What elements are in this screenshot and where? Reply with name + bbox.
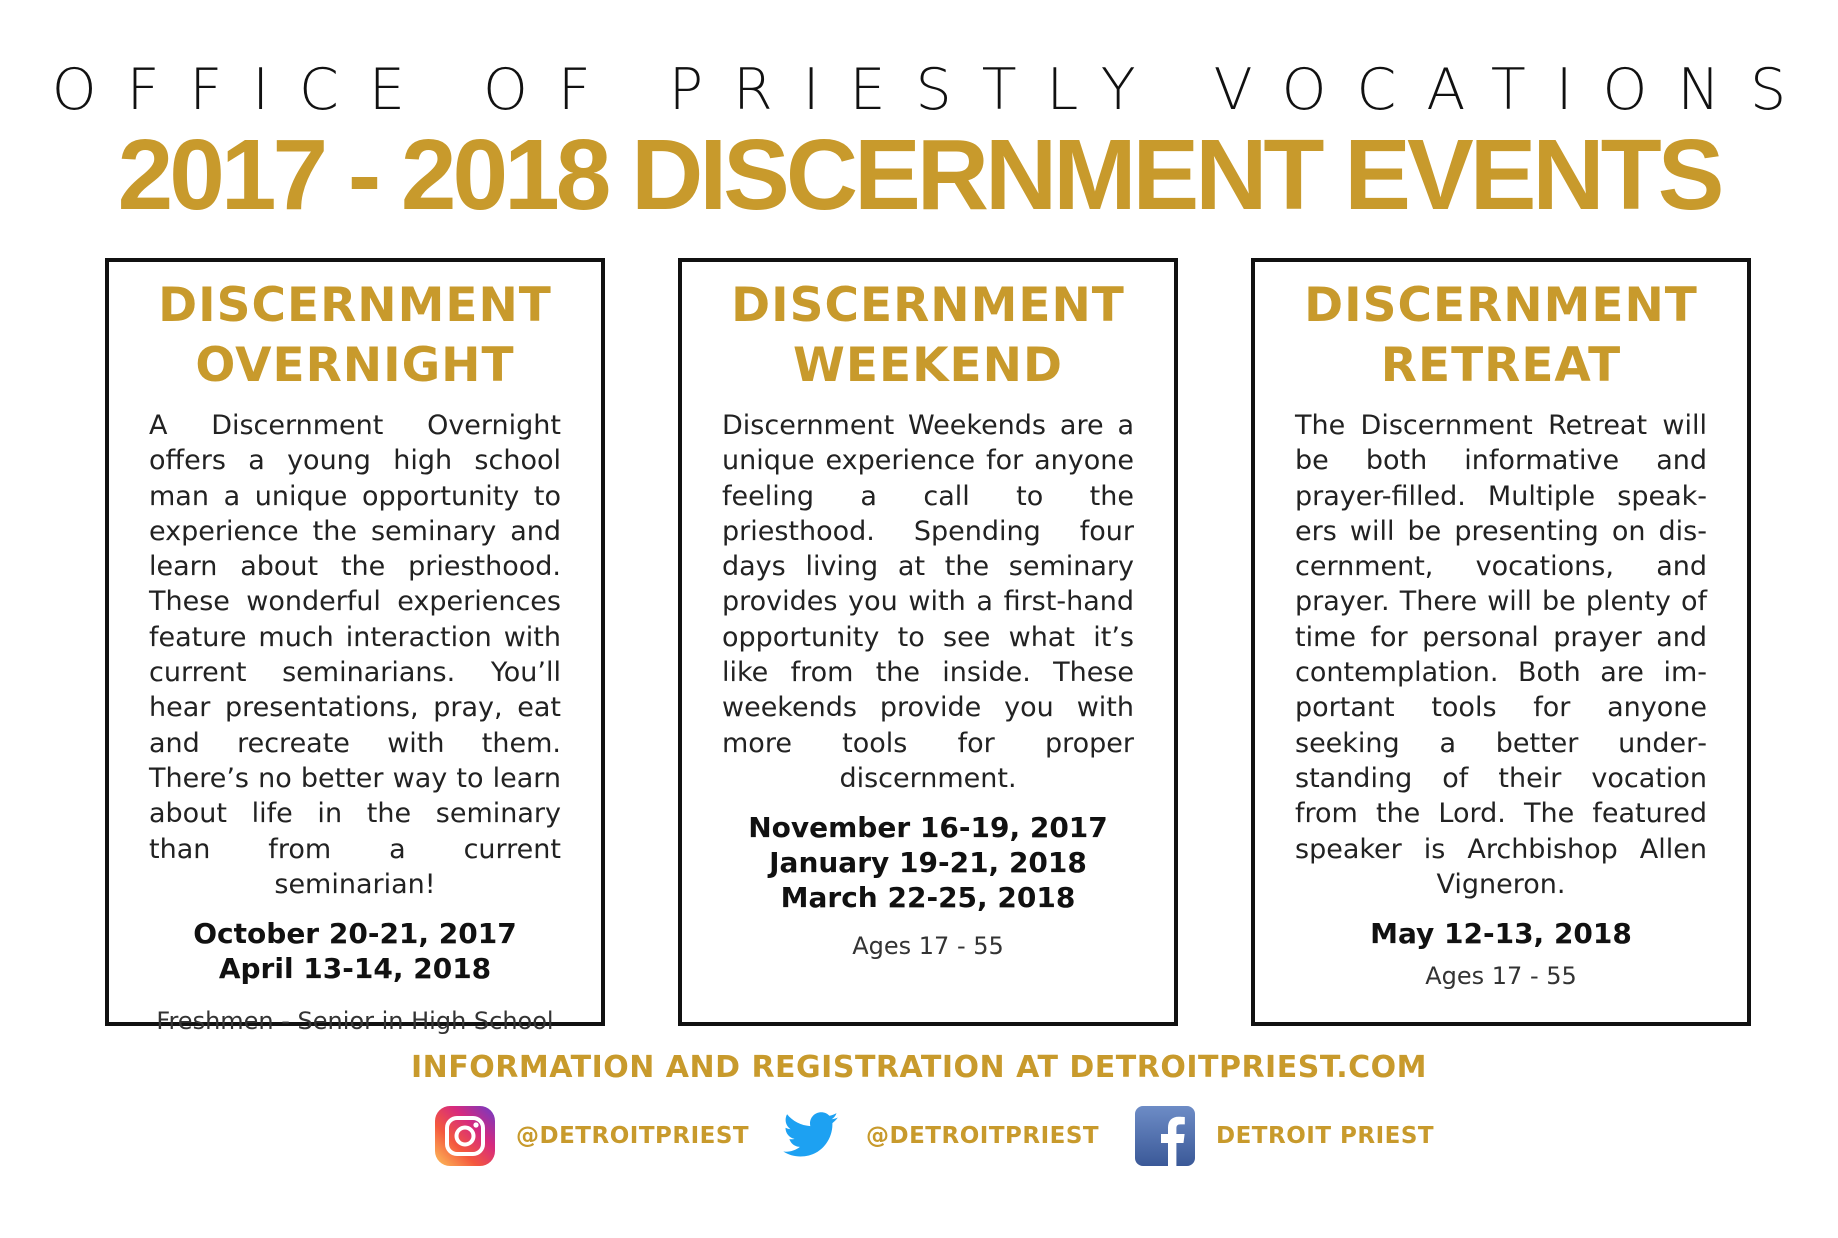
instagram-handle[interactable]: @DETROITPRIEST [516, 1123, 750, 1149]
box-title-line1: DISCERNMENT [158, 278, 552, 333]
box-description: The Discernment Retreat will be both informative and prayer-filled. Multiple speakers will be presenting on discernment, vocations, and prayer. There will be plenty of time for personal prayer and contemplation. Both are important tools for anyone seeking a better understanding of their vocation from the Lord. The featured speaker is Archbishop Allen Vigneron. [1295, 410, 1707, 900]
box-title-line1: DISCERNMENT [1304, 278, 1698, 333]
event-box-retreat [1251, 258, 1751, 1026]
box-title-line2: OVERNIGHT [195, 338, 515, 393]
event-date: November 16-19, 2017 [748, 811, 1108, 845]
instagram-link[interactable] [434, 1104, 749, 1168]
facebook-icon[interactable] [1134, 1105, 1196, 1167]
box-title-line2: WEEKEND [793, 338, 1063, 393]
registration-info[interactable]: INFORMATION AND REGISTRATION AT DETROITPRIEST.COM [411, 1050, 1427, 1085]
twitter-icon[interactable] [776, 1105, 846, 1167]
event-date: October 20-21, 2017 [193, 917, 517, 951]
event-date: April 13-14, 2018 [218, 952, 492, 986]
event-box-weekend [678, 258, 1178, 1026]
page-title: 2017 - 2018 DISCERNMENT EVENTS [117, 119, 1721, 231]
box-description: Discernment Weekends are a unique experience for anyone feeling a call to the priesthood. Spending four days living at the seminary provides you with a first-hand opportunity to see what it’s like from the inside. These weekends provide you with more tools for proper discernment. [722, 410, 1134, 794]
event-box-overnight [105, 258, 605, 1036]
box-dates [149, 916, 561, 986]
event-date: May 12-13, 2018 [1370, 917, 1632, 951]
box-dates [1295, 916, 1707, 951]
box-ages: Freshmen - Senior in High School [156, 1007, 554, 1036]
box-title-line2: RETREAT [1380, 338, 1622, 393]
box-title-line1: DISCERNMENT [731, 278, 1125, 333]
office-heading: OFFICE OF PRIESTLY VOCATIONS [51, 57, 1817, 123]
instagram-icon[interactable] [434, 1105, 496, 1167]
facebook-handle[interactable]: DETROIT PRIEST [1216, 1123, 1435, 1149]
twitter-link[interactable] [776, 1104, 1099, 1168]
event-date: March 22-25, 2018 [780, 881, 1076, 915]
box-dates [722, 810, 1134, 915]
box-ages: Ages 17 - 55 [1425, 962, 1577, 991]
facebook-link[interactable] [1134, 1104, 1434, 1168]
box-ages: Ages 17 - 55 [852, 932, 1004, 961]
event-date: January 19-21, 2018 [769, 846, 1087, 880]
twitter-handle[interactable]: @DETROITPRIEST [866, 1123, 1100, 1149]
box-description: A Discernment Overnight offers a young high school man a unique opportunity to experience the seminary and learn about the priesthood. These wonderful experiences feature much interaction with current seminarians. You’ll hear presentations, pray, eat and recreate with them. There’s no better way to learn about life in the seminary than from a current seminarian! [149, 410, 561, 900]
